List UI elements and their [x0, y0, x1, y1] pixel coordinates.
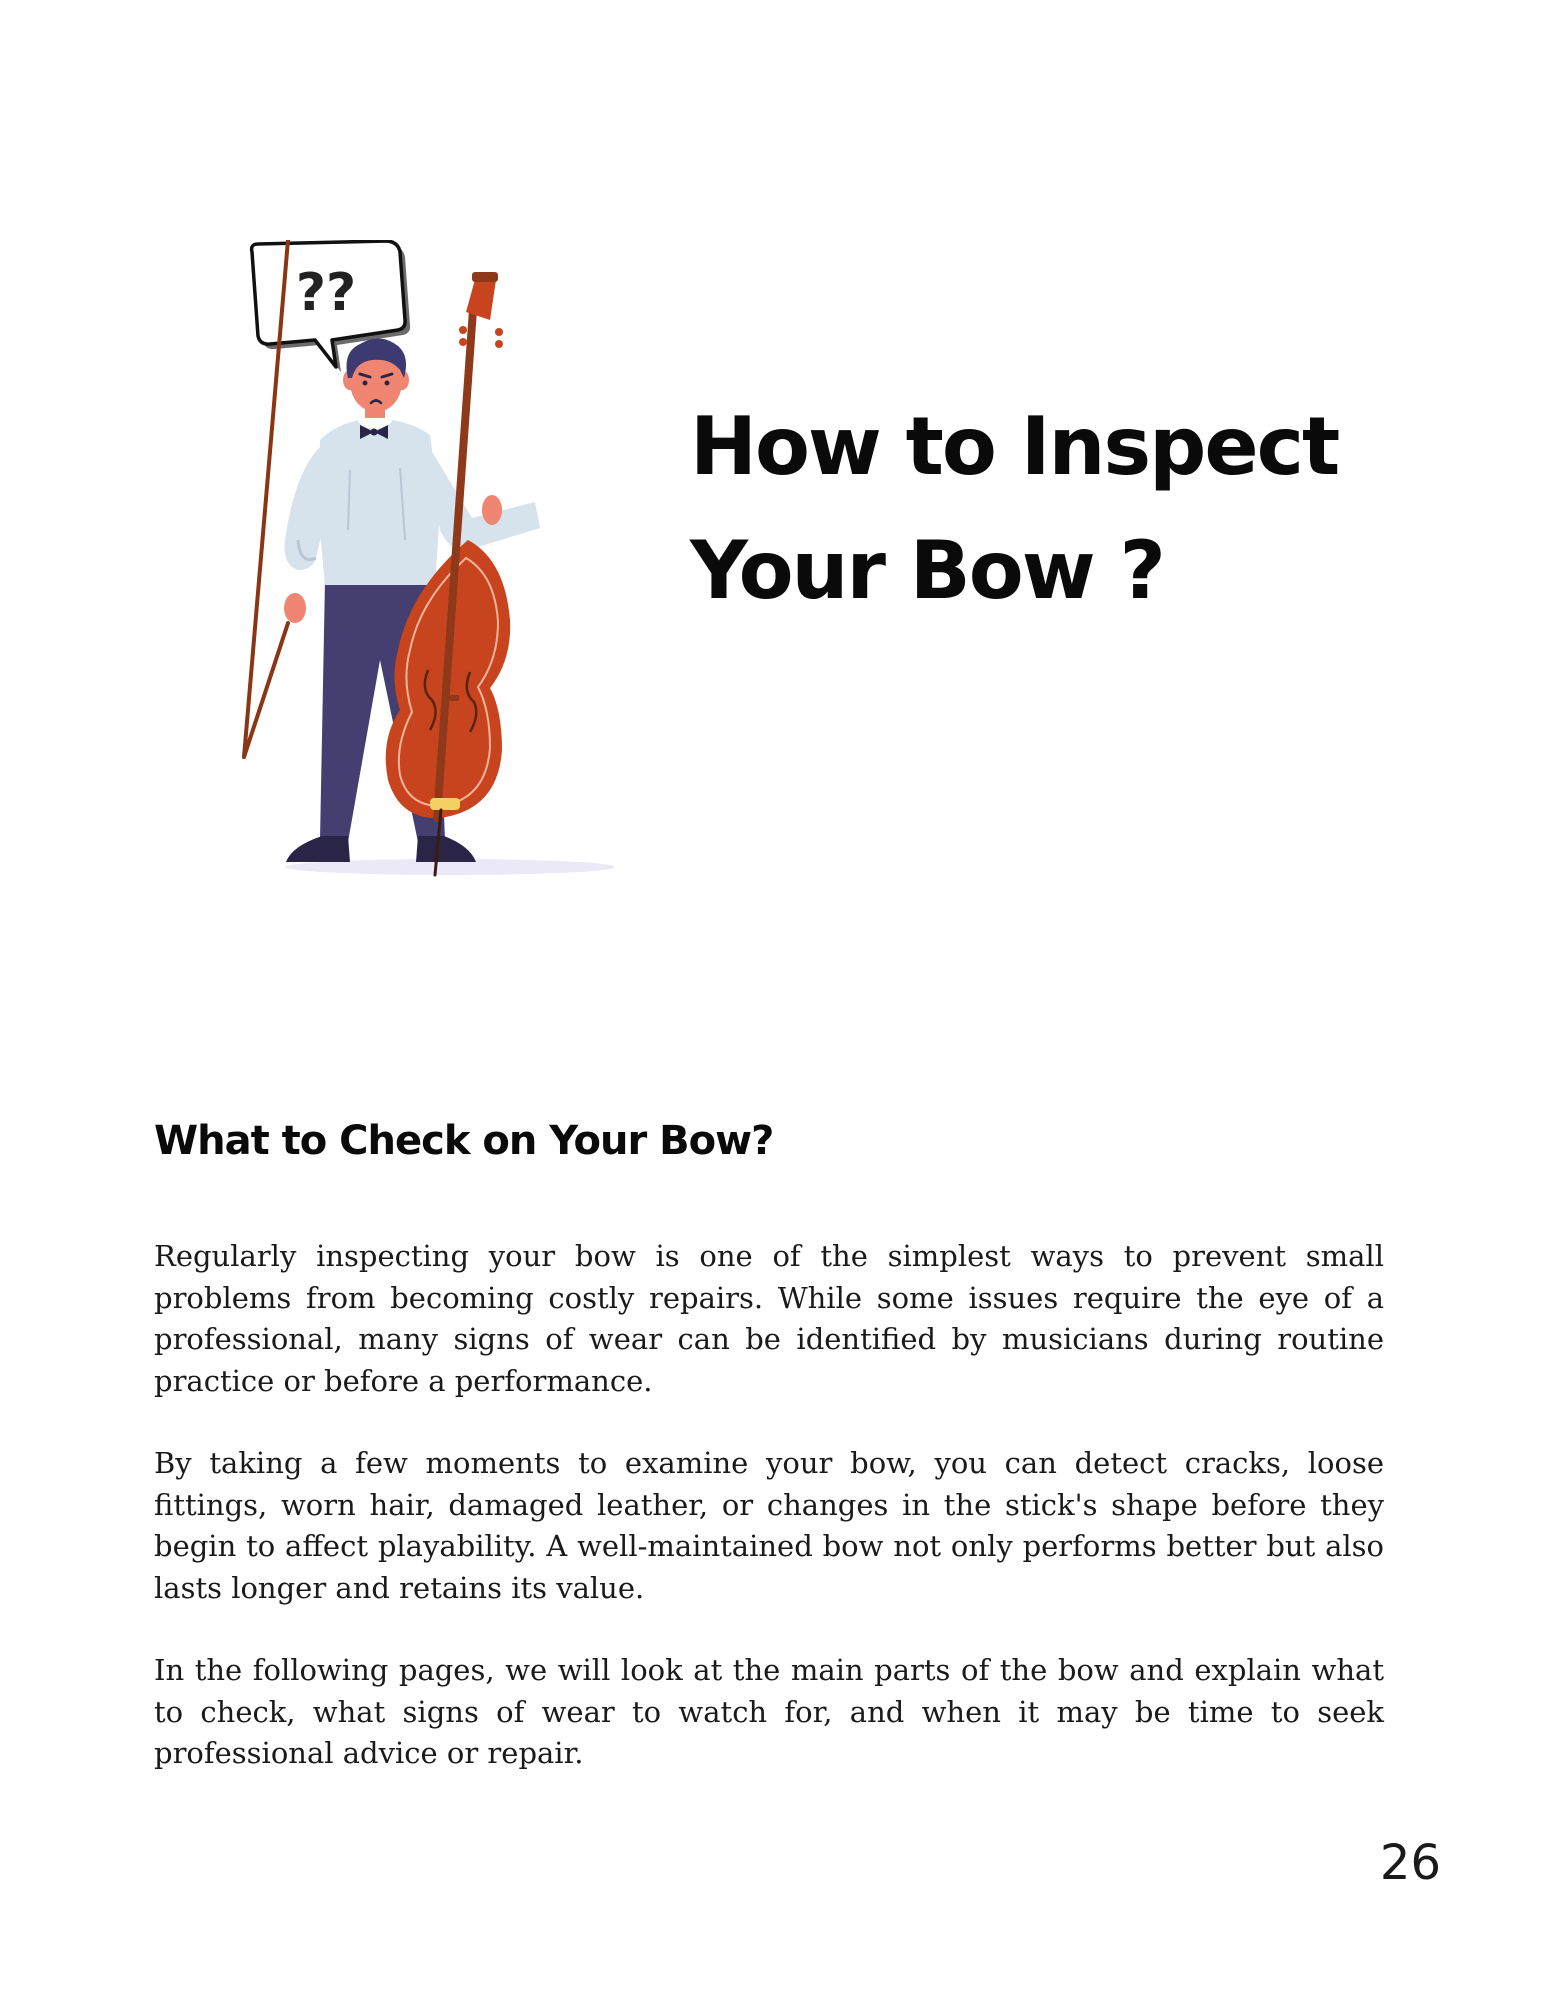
head [343, 338, 409, 418]
paragraph-2: By taking a few moments to examine your bow, you can detect cracks, loose fittings, worn hair, damaged leather, or changes in the stick's shape before they begin to affect playability. A well-maintained bow not only performs better but also lasts longer and retains its value. [154, 1446, 1384, 1605]
section-heading: What to Check on Your Bow? [154, 1118, 774, 1164]
left-shoe [286, 836, 350, 862]
page-number: 26 [1379, 1835, 1441, 1891]
right-hand [482, 495, 502, 525]
title-line-2: Your Bow ? [690, 524, 1164, 617]
page-title [690, 385, 1410, 633]
paragraph-3: In the following pages, we will look at the main parts of the bow and explain what to check, what signs of wear to watch for, and when it may be time to seek professional advice or repair. [154, 1653, 1384, 1770]
left-hand [284, 593, 306, 623]
musician-illustration [240, 240, 640, 900]
title-line-1: How to Inspect [690, 400, 1339, 493]
right-shoe [416, 836, 476, 862]
shirt [318, 418, 440, 585]
speech-bubble-text: ?? [295, 263, 357, 323]
paragraph-1: Regularly inspecting your bow is one of the simplest ways to prevent small problems from becoming costly repairs. While some issues require the eye of a professional, many signs of wear can be identified by musicians during routine practice or before a performance. [154, 1239, 1384, 1398]
bass-scroll [466, 276, 496, 320]
